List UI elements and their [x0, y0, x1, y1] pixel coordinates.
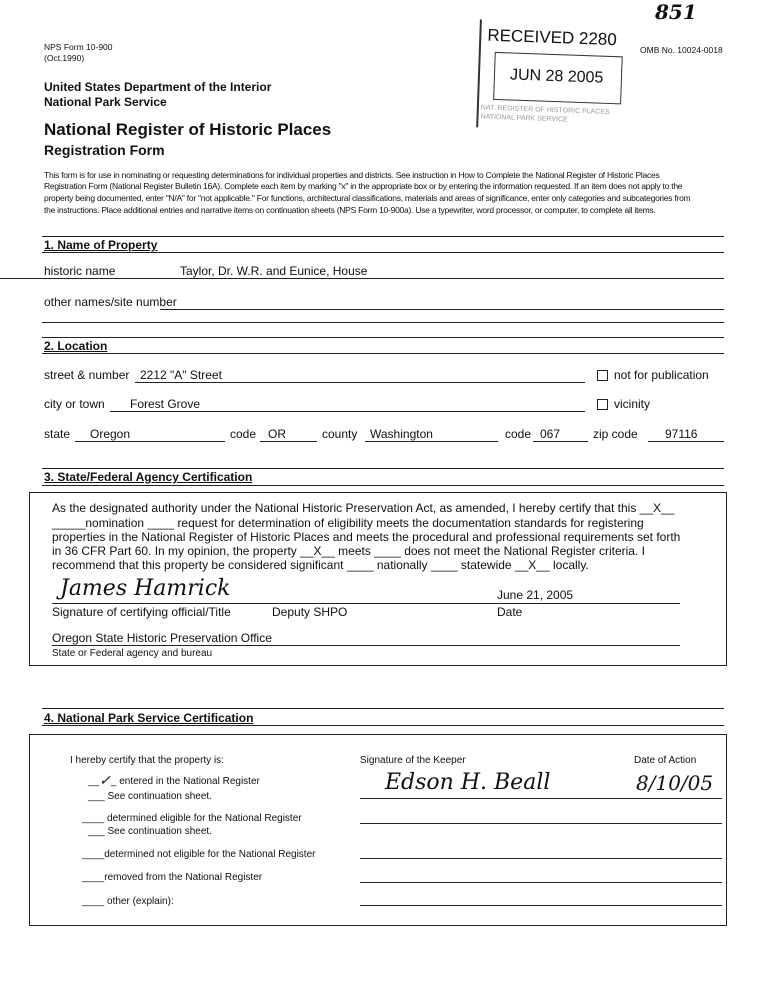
section-2-heading: 2. Location: [44, 339, 108, 353]
street-label: street & number: [44, 368, 130, 382]
cert-line: As the designated authority under the National Historic Preservation Act, as amended, I hereby certify that this __X__: [52, 501, 675, 515]
handwritten-number: 851: [655, 0, 697, 24]
agency-label: State or Federal agency and bureau: [52, 648, 213, 659]
county-code-label: code: [505, 427, 532, 441]
county-value: Washington: [370, 427, 433, 441]
certifying-signature: James Hamrick: [60, 576, 231, 601]
action-label: Date of Action: [634, 755, 697, 766]
instructions-line: property being documented, enter "N/A" for "not applicable." For functions, architectural classifications, materials and areas of significance, enter only categories and subcategories from: [44, 193, 691, 203]
other-label: other (explain):: [107, 896, 174, 907]
form-number: NPS Form 10-900: [44, 42, 113, 52]
eligible-label: determined eligible for the National Register: [107, 813, 302, 824]
state-code-label: code: [230, 427, 257, 441]
street-value: 2212 "A" Street: [140, 368, 222, 382]
continuation-label: See continuation sheet.: [107, 791, 212, 802]
instructions-line: This form is for use in nominating or requesting determinations for individual properties and districts. See instruction in How to Complete the National Register of Historic Places: [44, 170, 660, 180]
stamp-received: RECEIVED 2280: [487, 25, 618, 50]
stamp-date: JUN 28 2005: [509, 66, 604, 87]
eligible-item[interactable]: ____ determined eligible for the National Register: [82, 813, 302, 824]
continuation-item-2[interactable]: ___ See continuation sheet.: [88, 826, 212, 837]
form-date: (Oct.1990): [44, 53, 85, 63]
vicinity-checkbox[interactable]: [597, 398, 650, 411]
section-3-heading: 3. State/Federal Agency Certification: [44, 470, 253, 484]
historic-name-value: Taylor, Dr. W.R. and Eunice, House: [180, 264, 368, 278]
historic-name-label: historic name: [44, 264, 116, 278]
not-eligible-item[interactable]: ____determined not eligible for the National Register: [82, 849, 316, 860]
check-mark: ✓: [99, 773, 111, 789]
city-value: Forest Grove: [130, 397, 201, 411]
stamp-footer: NAT. REGISTER OF HISTORIC PLACES NATIONAL PARK SERVICE: [480, 104, 610, 124]
zip-value: 97116: [665, 427, 698, 441]
instructions-line: the instructions. Place additional entries and narrative items on continuation sheets (NPS Form 10-900a). Use a typewriter, word processor, or computer, to complete all items.: [44, 205, 656, 215]
removed-item[interactable]: ____removed from the National Register: [82, 872, 263, 883]
county-label: county: [322, 427, 358, 441]
received-stamp: [476, 19, 632, 132]
entered-label: entered in the National Register: [119, 776, 260, 787]
agency-value: Oregon State Historic Preservation Office: [52, 631, 272, 645]
vicinity-label: vicinity: [614, 397, 651, 411]
page-title: National Register of Historic Places: [44, 120, 332, 139]
page-subtitle: Registration Form: [44, 142, 165, 158]
section-4-heading: 4. National Park Service Certification: [44, 711, 254, 725]
cert-line: in 36 CFR Part 60. In my opinion, the property __X__ meets ____ does not meet the National Register criteria. I: [52, 544, 645, 558]
cert-line: _____nomination ____ request for determination of eligibility meets the documentation standards for registering: [52, 516, 644, 530]
signature-date: June 21, 2005: [497, 588, 574, 602]
removed-label: removed from the National Register: [104, 872, 263, 883]
signature-label: Signature of certifying official/Title: [52, 605, 231, 619]
continuation-item[interactable]: ___ See continuation sheet.: [88, 791, 212, 802]
county-code-value: 067: [540, 427, 561, 441]
nps-intro: I hereby certify that the property is:: [70, 755, 224, 766]
omb-number: OMB No. 10024-0018: [640, 45, 723, 55]
state-label: state: [44, 427, 71, 441]
state-code-value: OR: [268, 427, 286, 441]
action-date: 8/10/05: [636, 771, 714, 795]
not-eligible-label: determined not eligible for the National Register: [104, 849, 316, 860]
signature-title: Deputy SHPO: [272, 605, 348, 619]
state-value: Oregon: [90, 427, 131, 441]
other-names-label: other names/site number: [44, 295, 177, 309]
other-item[interactable]: ____ other (explain):: [82, 896, 174, 907]
keeper-label: Signature of the Keeper: [360, 755, 466, 766]
not-for-publication-checkbox[interactable]: [597, 369, 709, 382]
keeper-signature: Edson H. Beall: [385, 770, 551, 795]
cert-line: recommend that this property be considered significant ____ nationally ____ statewide __X__ locally.: [52, 558, 589, 572]
service: National Park Service: [44, 95, 167, 109]
date-label: Date: [497, 605, 523, 619]
section-1-heading: 1. Name of Property: [44, 238, 158, 252]
cert-line: properties in the National Register of Historic Places and meets the procedural and professional requirements set forth: [52, 530, 681, 544]
instructions-line: Registration Form (National Register Bulletin 16A). Complete each item by marking "x" in the appropriate box or by entering the information requested. If an item does not apply to the: [44, 181, 683, 191]
continuation-label-2: See continuation sheet.: [107, 826, 212, 837]
entered-item[interactable]: __✓_ entered in the National Register: [88, 773, 260, 789]
zip-label: zip code: [593, 427, 638, 441]
city-label: city or town: [44, 397, 105, 411]
department: United States Department of the Interior: [44, 80, 272, 94]
not-for-publication-label: not for publication: [614, 368, 709, 382]
